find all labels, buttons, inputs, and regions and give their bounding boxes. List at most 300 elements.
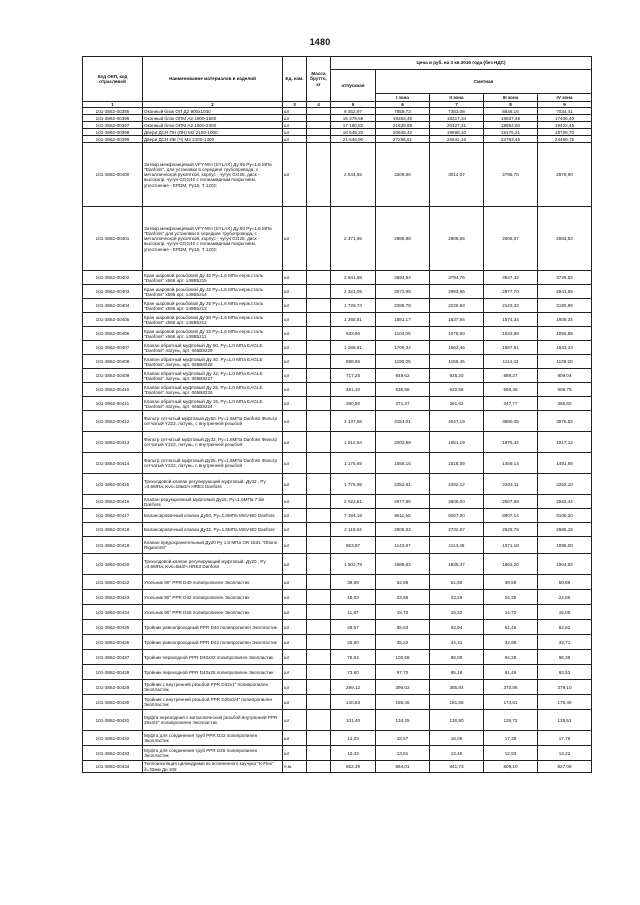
table-cell-code: 101-3862-00409 xyxy=(83,369,143,383)
table-cell-mass xyxy=(307,129,331,136)
col-number: 8 xyxy=(484,102,538,108)
table-row xyxy=(83,271,592,285)
table-cell-zone-3-price: 2143,33 xyxy=(484,299,538,313)
table-cell-unit: п.м. xyxy=(283,761,307,773)
table-cell-unit: шт xyxy=(283,341,307,355)
table-cell-zone-3-price: 809,10 xyxy=(484,761,538,773)
table-cell-zone-2-price: 1114,46 xyxy=(430,537,484,554)
table-cell-unit: шт xyxy=(283,432,307,453)
table-cell-zone-3-price: 889,27 xyxy=(484,369,538,383)
table-cell-zone-1-price: 97,70 xyxy=(376,665,430,680)
table-cell-release-price: 1 288,81 xyxy=(331,341,376,355)
table-cell-zone-1-price: 1190,05 xyxy=(376,355,430,369)
table-cell-release-price: 1 776,95 xyxy=(331,474,376,495)
table-cell-zone-1-price: 3208,66 xyxy=(376,143,430,207)
table-row xyxy=(83,432,592,453)
table-cell-code: 101-3862-00408 xyxy=(83,355,143,369)
table-cell-name: Двери ДСН ПН (ЛН) М2 2100-1000 xyxy=(143,129,283,136)
col-number: 1 xyxy=(83,102,143,108)
table-cell-zone-3-price: 1071,18 xyxy=(484,537,538,554)
table-cell-unit: шт xyxy=(283,509,307,523)
table-cell-code: 101-3862-00432 xyxy=(83,731,143,746)
table-cell-zone-2-price: 51,59 xyxy=(430,575,484,590)
table-cell-code: 101-3862-00418 xyxy=(83,523,143,537)
table-cell-unit: шт xyxy=(283,575,307,590)
table-cell-zone-2-price: 2808,55 xyxy=(430,207,484,271)
table-cell-zone-3-price: 18176,21 xyxy=(484,129,538,136)
table-cell-unit: шт xyxy=(283,136,307,143)
table-cell-name: Тройник с внутренней резьбой PPR D25х3/4" полипропилен Экопластик xyxy=(143,695,283,710)
table-cell-zone-4-price: 96,38 xyxy=(538,650,592,665)
table-cell-release-price: 49,57 xyxy=(331,620,376,635)
table-cell-mass xyxy=(307,695,331,710)
table-cell-mass xyxy=(307,710,331,731)
table-cell-mass xyxy=(307,495,331,509)
table-cell-unit: шт xyxy=(283,143,307,207)
table-cell-name: Клапан предохранительный Ду20 Ру 1,6 МПа OR 1631 "Ottone Rigamonti" xyxy=(143,537,283,554)
table-cell-zone-3-price: 32,98 xyxy=(484,635,538,650)
table-cell-unit: шт xyxy=(283,554,307,575)
table-cell-zone-1-price: 2288,78 xyxy=(376,299,430,313)
table-cell-mass xyxy=(307,369,331,383)
table-cell-zone-3-price: 370,86 xyxy=(484,680,538,695)
table-cell-zone-4-price: 18725,70 xyxy=(538,129,592,136)
header-zone-1: I зона xyxy=(376,94,430,102)
table-cell-mass xyxy=(307,327,331,341)
table-cell-mass xyxy=(307,523,331,537)
table-row xyxy=(83,129,592,136)
table-cell-name: Угольник 90° PPR D40 полипропилен Экопластик xyxy=(143,575,283,590)
table-cell-zone-3-price: 1114,43 xyxy=(484,355,538,369)
table-row xyxy=(83,495,592,509)
table-cell-zone-4-price: 3976,52 xyxy=(538,411,592,432)
table-cell-unit: шт xyxy=(283,122,307,129)
table-row xyxy=(83,383,592,397)
table-cell-zone-2-price: 34,31 xyxy=(430,635,484,650)
table-row xyxy=(83,474,592,495)
table-cell-name: Оконный блок ОПМ А2 1800-1500 xyxy=(143,115,283,122)
table-cell-zone-4-price: 1095,00 xyxy=(538,537,592,554)
table-cell-unit: шт xyxy=(283,369,307,383)
table-cell-zone-1-price: 19353,49 xyxy=(376,115,430,122)
table-cell-unit: шт xyxy=(283,411,307,432)
table-cell-unit: шт xyxy=(283,453,307,474)
table-cell-release-price: 26,60 xyxy=(331,635,376,650)
table-row xyxy=(83,397,592,411)
table-cell-zone-2-price: 19598,10 xyxy=(430,129,484,136)
table-cell-code: 101-3862-00416 xyxy=(83,495,143,509)
table-cell-zone-3-price: 174,61 xyxy=(484,695,538,710)
table-cell-zone-1-price: 52,95 xyxy=(376,575,430,590)
table-row xyxy=(83,590,592,605)
table-cell-name: Клапан обратный муфтовый Ду 25, Ру=1,0 МПа EAGLE "Danfoss" латунь, арт. 065B8226 xyxy=(143,383,283,397)
table-cell-zone-2-price: 9267,00 xyxy=(430,509,484,523)
col-number: 9 xyxy=(538,102,592,108)
table-cell-release-price: 11,87 xyxy=(331,605,376,620)
table-row xyxy=(83,605,592,620)
table-cell-name: Затвор межфланцевый VFY-WH (SYLAX) Ду 50 Ру=1,6 МПа "Danfoss" для установки в середине трубопровода, с металлической рукояткой, корпус - чугун GG25, диск - высокопр. чугун GGG40 с полиамидным покрытием, уплотнение - EPDM, Ру16, Т 120С xyxy=(143,207,283,271)
table-cell-name: Угольник 90° PPR D25 полипропилен Экопластик xyxy=(143,605,283,620)
table-cell-mass xyxy=(307,474,331,495)
table-cell-zone-2-price: 385,84 xyxy=(430,680,484,695)
table-cell-name: Угольник 90° PPR D32 полипропилен Экопластик xyxy=(143,590,283,605)
table-cell-release-price: 863,97 xyxy=(331,537,376,554)
table-cell-release-price: 2 544,55 xyxy=(331,143,376,207)
col-number: 3 xyxy=(283,102,307,108)
table-row xyxy=(83,650,592,665)
table-cell-zone-2-price: 925,20 xyxy=(430,369,484,383)
table-cell-zone-4-price: 2941,69 xyxy=(538,285,592,299)
table-cell-zone-3-price: 94,28 xyxy=(484,650,538,665)
table-cell-zone-1-price: 1989,63 xyxy=(376,554,430,575)
table-cell-release-price: 717,25 xyxy=(331,369,376,383)
table-row xyxy=(83,369,592,383)
table-cell-zone-2-price: 13,46 xyxy=(430,746,484,761)
table-cell-zone-4-price: 62,82 xyxy=(538,620,592,635)
table-cell-zone-3-price: 3890,05 xyxy=(484,411,538,432)
table-cell-zone-2-price: 2292,12 xyxy=(430,474,484,495)
table-cell-mass xyxy=(307,509,331,523)
table-row xyxy=(83,285,592,299)
header-mass: Масса брутто, кг xyxy=(307,57,331,102)
table-cell-zone-1-price: 2677,86 xyxy=(376,495,430,509)
table-cell-zone-2-price: 3794,76 xyxy=(430,271,484,285)
table-cell-release-price: 39,99 xyxy=(331,575,376,590)
table-cell-code: 101-3862-00401 xyxy=(83,207,143,271)
table-cell-zone-3-price: 91,49 xyxy=(484,665,538,680)
table-cell-zone-3-price: 2203,11 xyxy=(484,474,538,495)
table-cell-name: Клапан обратный муфтовый Ду 32, Ру=1,0 МПа EAGLE "Danfoss" латунь, арт. 065B8227 xyxy=(143,369,283,383)
table-cell-zone-1-price: 396,02 xyxy=(376,680,430,695)
table-cell-zone-1-price: 1104,05 xyxy=(376,327,430,341)
table-cell-code: 101-3862-00405 xyxy=(83,313,143,327)
table-cell-unit: шт xyxy=(283,115,307,122)
table-cell-name: Муфта для соединения труб PPR D32 полипропилен Экопластик xyxy=(143,731,283,746)
table-cell-code: 101-3862-00420 xyxy=(83,554,143,575)
table-cell-zone-3-price: 49,58 xyxy=(484,575,538,590)
table-cell-unit: шт xyxy=(283,285,307,299)
table-cell-code: 101-3862-00427 xyxy=(83,650,143,665)
table-cell-unit: шт xyxy=(283,474,307,495)
table-cell-code: 101-3862-00397 xyxy=(83,122,143,129)
table-cell-mass xyxy=(307,432,331,453)
table-cell-release-price: 18,03 xyxy=(331,590,376,605)
col-number: 4 xyxy=(307,102,331,108)
table-cell-unit: шт xyxy=(283,665,307,680)
table-cell-zone-4-price: 609,75 xyxy=(538,383,592,397)
table-cell-unit: шт xyxy=(283,313,307,327)
table-cell-zone-3-price: 1597,91 xyxy=(484,341,538,355)
table-cell-zone-4-price: 24499,75 xyxy=(538,136,592,143)
table-cell-zone-1-price: 7859,73 xyxy=(376,108,430,115)
table-row xyxy=(83,554,592,575)
table-cell-zone-4-price: 3728,52 xyxy=(538,271,592,285)
table-cell-unit: шт xyxy=(283,590,307,605)
table-cell-zone-1-price: 2989,88 xyxy=(376,207,430,271)
table-cell-zone-4-price: 1491,56 xyxy=(538,453,592,474)
table-cell-code: 101-3862-00414 xyxy=(83,453,143,474)
table-cell-zone-2-price: 4047,19 xyxy=(430,411,484,432)
table-cell-code: 101-3862-00410 xyxy=(83,383,143,397)
table-row xyxy=(83,746,592,761)
table-cell-mass xyxy=(307,665,331,680)
table-cell-code: 101-3862-00424 xyxy=(83,605,143,620)
table-cell-zone-4-price: 93,53 xyxy=(538,665,592,680)
table-cell-release-price: 652,39 xyxy=(331,761,376,773)
table-cell-code: 101-3862-00433 xyxy=(83,746,143,761)
table-cell-mass xyxy=(307,299,331,313)
table-cell-name: Балансировочный клапан Ду32, Ру=1,6МПа MSV-BD Danfoss xyxy=(143,523,283,537)
table-row xyxy=(83,710,592,731)
table-cell-zone-1-price: 1681,17 xyxy=(376,313,430,327)
table-cell-unit: шт xyxy=(283,710,307,731)
table-cell-mass xyxy=(307,271,331,285)
table-cell-unit: шт xyxy=(283,355,307,369)
table-cell-zone-4-price: 1139,20 xyxy=(538,355,592,369)
table-cell-name: Клапан обратный муфтовый Ду 40, Ру=1,0 МПа EAGLE "Danfoss" латунь, арт. 065B8228 xyxy=(143,355,283,369)
table-cell-zone-2-price: 1518,09 xyxy=(430,453,484,474)
table-cell-zone-2-price: 1637,94 xyxy=(430,313,484,327)
page-number: 1480 xyxy=(309,37,331,47)
table-cell-zone-1-price: 2805,03 xyxy=(376,523,430,537)
table-cell-zone-2-price: 1662,46 xyxy=(430,341,484,355)
table-cell-zone-2-price: 2609,00 xyxy=(430,495,484,509)
table-cell-release-price: 6 352,97 xyxy=(331,108,376,115)
table-cell-zone-3-price: 2877,70 xyxy=(484,285,538,299)
table-cell-code: 101-3862-00430 xyxy=(83,695,143,710)
table-cell-zone-3-price: 2507,69 xyxy=(484,495,538,509)
table-cell-name: Тройник переходной PPR D40х25 полипропилен Экопластик xyxy=(143,665,283,680)
header-code: Код ОКП, код отраслевой xyxy=(83,57,143,102)
table-cell-zone-4-price: 7034,41 xyxy=(538,108,592,115)
table-cell-name: Муфта переходная с металлической резьбой внутренней PPR 25х3/4" полипропилен Экопластик xyxy=(143,710,283,731)
table-cell-release-price: 2 941,69 xyxy=(331,271,376,285)
table-cell-unit: шт xyxy=(283,327,307,341)
table-row xyxy=(83,537,592,554)
table-cell-unit: шт xyxy=(283,731,307,746)
table-cell-zone-2-price: 15,32 xyxy=(430,605,484,620)
table-cell-release-price: 101,40 xyxy=(331,710,376,731)
table-row xyxy=(83,665,592,680)
table-cell-zone-4-price: 9105,20 xyxy=(538,509,592,523)
table-cell-zone-4-price: 17406,40 xyxy=(538,115,592,122)
table-cell-code: 101-3862-00395 xyxy=(83,108,143,115)
table-cell-release-price: 7 184,19 xyxy=(331,509,376,523)
table-header xyxy=(83,57,592,108)
table-cell-mass xyxy=(307,537,331,554)
table-cell-code: 101-3862-00400 xyxy=(83,143,143,207)
table-cell-zone-4-price: 1609,34 xyxy=(538,313,592,327)
table-row xyxy=(83,411,592,432)
table-cell-release-price: 2 371,65 xyxy=(331,207,376,271)
table-cell-release-price: 1 728,74 xyxy=(331,299,376,313)
table-cell-zone-2-price: 361,82 xyxy=(430,397,484,411)
table-cell-zone-3-price: 2626,75 xyxy=(484,523,538,537)
table-cell-code: 101-3862-00411 xyxy=(83,397,143,411)
table-cell-zone-3-price: 18854,60 xyxy=(484,122,538,129)
table-cell-zone-1-price: 27296,61 xyxy=(376,136,430,143)
table-cell-zone-3-price: 2605,07 xyxy=(484,207,538,271)
table-cell-zone-1-price: 3072,98 xyxy=(376,285,430,299)
table-cell-zone-1-price: 2352,61 xyxy=(376,474,430,495)
table-cell-release-price: 2 118,64 xyxy=(331,523,376,537)
table-cell-zone-2-price: 1159,45 xyxy=(430,355,484,369)
table-cell-release-price: 140,83 xyxy=(331,695,376,710)
table-cell-release-price: 280,50 xyxy=(331,397,376,411)
table-cell-zone-2-price: 95,19 xyxy=(430,665,484,680)
table-cell-mass xyxy=(307,143,331,207)
table-cell-zone-2-price: 1951,19 xyxy=(430,432,484,453)
table-row xyxy=(83,355,592,369)
table-cell-zone-3-price: 1574,34 xyxy=(484,313,538,327)
table-cell-zone-4-price: 15,05 xyxy=(538,605,592,620)
table-cell-zone-4-price: 13,22 xyxy=(538,746,592,761)
table-cell-zone-4-price: 33,71 xyxy=(538,635,592,650)
table-cell-unit: шт xyxy=(283,746,307,761)
table-cell-zone-1-price: 1709,34 xyxy=(376,341,430,355)
table-cell-zone-2-price: 181,66 xyxy=(430,695,484,710)
table-cell-zone-4-price: 19422,45 xyxy=(538,122,592,129)
table-cell-zone-3-price: 16837,48 xyxy=(484,115,538,122)
table-row xyxy=(83,523,592,537)
table-cell-zone-4-price: 128,51 xyxy=(538,710,592,731)
table-cell-unit: шт xyxy=(283,680,307,695)
table-cell-zone-2-price: 7383,08 xyxy=(430,108,484,115)
table-cell-mass xyxy=(307,575,331,590)
table-cell-zone-3-price: 1863,20 xyxy=(484,554,538,575)
table-cell-zone-1-price: 100,68 xyxy=(376,650,430,665)
table-cell-name: Клапан обратный муфтовый Ду 50, Ру=1,0 МПа EAGLE "Danfoss" латунь, арт. 065B8229 xyxy=(143,341,283,355)
table-cell-zone-2-price: 2226,93 xyxy=(430,299,484,313)
table-cell-release-price: 21 646,90 xyxy=(331,136,376,143)
table-cell-mass xyxy=(307,108,331,115)
table-cell-name: Затвор межфланцевый VFY-WH (SYLAX) Ду 65 Ру=1,6 МПа "Danfoss", для установки в середине трубопровода, с металлической рукояткой, корпус - чугун GG25, диск - высокопр. чугун GGG40 с полиамидным покрытием, уплотнение - EPDM, Ру16, Т 120С xyxy=(143,143,283,207)
table-cell-unit: шт xyxy=(283,523,307,537)
table-cell-mass xyxy=(307,746,331,761)
header-release: отпускная xyxy=(331,70,376,102)
table-cell-release-price: 481,10 xyxy=(331,383,376,397)
table-cell-zone-4-price: 1917,12 xyxy=(538,432,592,453)
table-cell-mass xyxy=(307,650,331,665)
table-cell-zone-4-price: 2563,44 xyxy=(538,495,592,509)
table-cell-code: 101-3862-00417 xyxy=(83,509,143,523)
table-row xyxy=(83,509,592,523)
table-cell-release-price: 76,04 xyxy=(331,650,376,665)
table-cell-name: Тройник равнопроходный PPR D32 полипропилен Экопластик xyxy=(143,635,283,650)
table-row xyxy=(83,761,592,773)
table-cell-zone-2-price: 620,58 xyxy=(430,383,484,397)
table-cell-zone-1-price: 9511,55 xyxy=(376,509,430,523)
col-number: 6 xyxy=(376,102,430,108)
table-cell-mass xyxy=(307,635,331,650)
table-row xyxy=(83,207,592,271)
table-cell-zone-1-price: 1143,87 xyxy=(376,537,430,554)
table-cell-mass xyxy=(307,397,331,411)
table-cell-zone-1-price: 134,25 xyxy=(376,710,430,731)
table-cell-zone-2-price: 23,25 xyxy=(430,590,484,605)
table-row xyxy=(83,136,592,143)
table-row xyxy=(83,680,592,695)
header-name: Наименование материалов и изделий xyxy=(143,57,283,102)
table-body xyxy=(83,108,592,773)
header-zone-3: III зона xyxy=(484,94,538,102)
table-cell-release-price: 10,43 xyxy=(331,746,376,761)
header-price-group: Цена в руб. на 3 кв 2016 года (без НДС) xyxy=(331,57,592,70)
table-row xyxy=(83,143,592,207)
table-cell-zone-2-price: 18,09 xyxy=(430,731,484,746)
table-cell-mass xyxy=(307,285,331,299)
table-cell-code: 101-3862-00412 xyxy=(83,411,143,432)
table-cell-mass xyxy=(307,731,331,746)
table-cell-release-price: 1 176,69 xyxy=(331,453,376,474)
table-cell-release-price: 1 502,79 xyxy=(331,554,376,575)
table-cell-mass xyxy=(307,355,331,369)
table-cell-zone-2-price: 130,80 xyxy=(430,710,484,731)
table-cell-mass xyxy=(307,590,331,605)
table-cell-name: Балансировочный клапан Ду50, Ру=1,6МПа MSV-BD Danfoss xyxy=(143,509,283,523)
table-cell-code: 101-3862-00423 xyxy=(83,590,143,605)
table-row xyxy=(83,695,592,710)
table-cell-zone-1-price: 864,01 xyxy=(376,761,430,773)
table-cell-mass xyxy=(307,680,331,695)
table-cell-zone-3-price: 12,93 xyxy=(484,746,538,761)
table-row xyxy=(83,453,592,474)
table-cell-name: Оконный блок ОПМ А2 1500-2300 xyxy=(143,122,283,129)
table-row xyxy=(83,635,592,650)
table-cell-release-price: 14,03 xyxy=(331,731,376,746)
table-cell-zone-1-price: 1558,16 xyxy=(376,453,430,474)
table-cell-code: 101-3862-00413 xyxy=(83,432,143,453)
table-cell-code: 101-3862-00419 xyxy=(83,537,143,554)
table-cell-zone-1-price: 15,72 xyxy=(376,605,430,620)
table-cell-code: 101-3862-00404 xyxy=(83,299,143,313)
table-cell-mass xyxy=(307,761,331,773)
table-cell-unit: шт xyxy=(283,537,307,554)
table-cell-name: Оконный блок ОП Д2 900х1000 xyxy=(143,108,283,115)
table-cell-name: Муфта для соединения труб PPR D25 полипропилен Экопластик xyxy=(143,746,283,761)
table-cell-mass xyxy=(307,453,331,474)
table-cell-unit: шт xyxy=(283,108,307,115)
table-cell-zone-3-price: 3647,42 xyxy=(484,271,538,285)
table-cell-zone-3-price: 347,77 xyxy=(484,397,538,411)
table-cell-zone-3-price: 6848,16 xyxy=(484,108,538,115)
table-cell-unit: шт xyxy=(283,271,307,285)
table-cell-code: 101-3862-00426 xyxy=(83,635,143,650)
table-cell-zone-1-price: 2002,68 xyxy=(376,432,430,453)
table-cell-release-price: 2 321,05 xyxy=(331,285,376,299)
table-cell-name: Фильтр сетчатый муфтовый Ду50, Ру=1,6МПа Danfoss Фильтр сетчатый Y222, латунь, с внутренней резьбой xyxy=(143,411,283,432)
table-cell-zone-4-price: 2879,90 xyxy=(538,143,592,207)
table-cell-mass xyxy=(307,136,331,143)
table-cell-release-price: 1 268,81 xyxy=(331,313,376,327)
table-cell-code: 101-3862-00396 xyxy=(83,115,143,122)
table-cell-unit: шт xyxy=(283,495,307,509)
table-cell-zone-1-price: 23,86 xyxy=(376,590,430,605)
table-cell-code: 101-3862-00422 xyxy=(83,575,143,590)
table-cell-unit: шт xyxy=(283,695,307,710)
table-cell-zone-3-price: 17,39 xyxy=(484,731,538,746)
table-cell-mass xyxy=(307,605,331,620)
table-cell-code: 101-3862-00399 xyxy=(83,136,143,143)
table-cell-zone-2-price: 98,09 xyxy=(430,650,484,665)
table-row xyxy=(83,327,592,341)
table-cell-code: 101-3862-00434 xyxy=(83,761,143,773)
table-cell-name: Трехходовой клапан регулирующий муфтовый. Ду32 , Ру =0,6МПа, Kvs=18м3/ч HRE3 Danfoss xyxy=(143,474,283,495)
table-cell-release-price: 833,90 xyxy=(331,327,376,341)
table-cell-release-price: 17 160,82 xyxy=(331,122,376,129)
table-cell-name: Клапан обратный муфтовый Ду 15, Ру=1,0 МПа EAGLE "Danfoss" латунь, арт. 065B8224 xyxy=(143,397,283,411)
table-cell-zone-3-price: 596,48 xyxy=(484,383,538,397)
